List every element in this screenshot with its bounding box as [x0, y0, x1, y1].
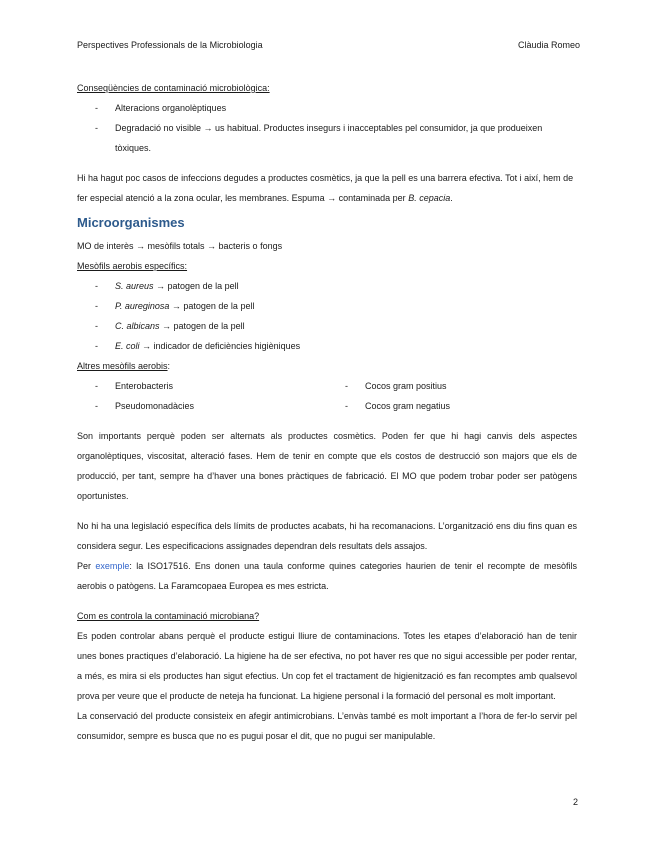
list-item	[77, 98, 577, 118]
others-columns	[77, 376, 577, 416]
list-item	[327, 396, 577, 416]
consequences-list	[77, 98, 577, 158]
paragraph-legislation: No hi ha una legislació específica dels límits de productes acabats, hi ha recomanacions. L’organització ens diu fins quan es considera segur. Les especificacions assignades dependran dels resultats dels assajos.	[77, 521, 577, 551]
species-name: P. aureginosa	[115, 301, 170, 311]
list-item	[77, 396, 327, 416]
paragraph-importance: Son importants perquè poden ser alternats als productes cosmètics. Poden fer que hi hagi canvis dels aspectes organolèptiques, viscositat, alteració fases. Hem de tenir en compte que els costos de destrucció son majors que els de producció, per tant, sempre ha d’haver una bones pràctiques de fabricació. El MO que podem trobar poder ser patògens oportunistes.	[77, 431, 577, 501]
section-heading-consequences: Conseqüències de contaminació microbiològica:	[77, 83, 270, 93]
list-item-text: → patogen de la pell	[153, 281, 239, 291]
list-item	[327, 376, 577, 396]
section-title-microorganisms: Microorganismes	[77, 215, 185, 230]
list-item-text: → patogen de la pell	[159, 321, 245, 331]
bullet-dash: -	[95, 381, 98, 391]
paragraph-mo-interest: MO de interès → mesòfils totals → bacteris o fongs	[77, 241, 283, 251]
section-heading-control: Com es controla la contaminació microbiana?	[77, 611, 260, 621]
list-item-text: → patogen de la pell	[169, 301, 255, 311]
species-name: B. cepacia	[408, 193, 451, 203]
bullet-dash: -	[95, 401, 98, 411]
bullet-dash: -	[345, 401, 348, 411]
bullet-dash: -	[95, 341, 98, 351]
list-item-text: Pseudomonadàcies	[115, 401, 195, 411]
specific-list	[77, 276, 577, 356]
list-item	[77, 296, 577, 316]
header-title: Perspectives Professionals de la Microbiologia	[77, 40, 263, 50]
list-item	[77, 118, 577, 158]
species-name: C. albicans	[115, 321, 160, 331]
species-name: E. coli	[115, 341, 140, 351]
bullet-dash: -	[95, 321, 98, 331]
header-author: Clàudia Romeo	[517, 40, 580, 50]
bullet-dash: -	[95, 301, 98, 311]
list-item	[77, 376, 327, 396]
bullet-dash: -	[95, 123, 98, 133]
list-item-text: Enterobacteris	[115, 381, 174, 391]
example-link[interactable]: exemple	[95, 561, 130, 571]
list-item-text: Cocos gram negatius	[365, 401, 451, 411]
paragraph-example	[77, 556, 577, 596]
subheading-others	[77, 356, 577, 376]
subheading-text: Altres mesòfils aerobis	[77, 361, 168, 371]
page-content	[77, 78, 577, 746]
paragraph-control: Es poden controlar abans perquè el producte estigui lliure de contaminacions. Totes les etapes d’elaboració han de tenir unes bones practiques d’elaboració. La higiene ha de ser efectiva, no pot haver res que no sigui accessible per poder rentar, a més, es mira si els productes han sigut efectius. Un cop fet el tractament de higienització es fan recomptes amb qualsevol prova per veure que el producte de neteja ha funcionat. La higiene personal i la formació del personal es molt important.	[77, 631, 577, 701]
others-list-right	[327, 376, 577, 416]
paragraph-text: .	[450, 193, 453, 203]
list-item-text: Cocos gram positius	[365, 381, 447, 391]
species-name: S. aureus	[115, 281, 154, 291]
others-list-left	[77, 376, 327, 416]
paragraph-text: Per	[77, 561, 96, 571]
list-item	[77, 316, 577, 336]
subheading-colon: :	[167, 361, 171, 371]
subheading-specific: Mesòfils aerobis específics:	[77, 261, 188, 271]
bullet-dash: -	[95, 103, 98, 113]
list-item-text: Alteracions organolèptiques	[115, 103, 227, 113]
list-item-text: → indicador de deficiències higièniques	[139, 341, 301, 351]
bullet-dash: -	[345, 381, 348, 391]
paragraph-text: : la ISO17516. Ens donen una taula conforme quines categories haurien de tenir el recompte de mesòfils aerobis o patògens. La Faramcopaea Europea es mes estricta.	[77, 561, 577, 591]
paragraph-conservation: La conservació del producte consisteix en afegir antimicrobians. L’envàs també es molt important a l’hora de fer-lo servir pel consumidor, sempre es busca que no es pugui posar el dit, que no pugui ser manipulable.	[77, 711, 577, 741]
page-number: 2	[572, 797, 578, 807]
paragraph-text: Hi ha hagut poc casos de infeccions degudes a productes cosmètics, ja que la pell es una barrera efectiva. Tot i així, hem de fer especial atenció a la zona ocular, les membranes. Espuma → contaminada per	[77, 173, 574, 203]
list-item	[77, 276, 577, 296]
list-item-text: Degradació no visible → us habitual. Productes insegurs i inacceptables pel consumidor, ja que produeixen tòxiques.	[115, 123, 543, 153]
paragraph-infections	[77, 168, 577, 208]
list-item	[77, 336, 577, 356]
bullet-dash: -	[95, 281, 98, 291]
